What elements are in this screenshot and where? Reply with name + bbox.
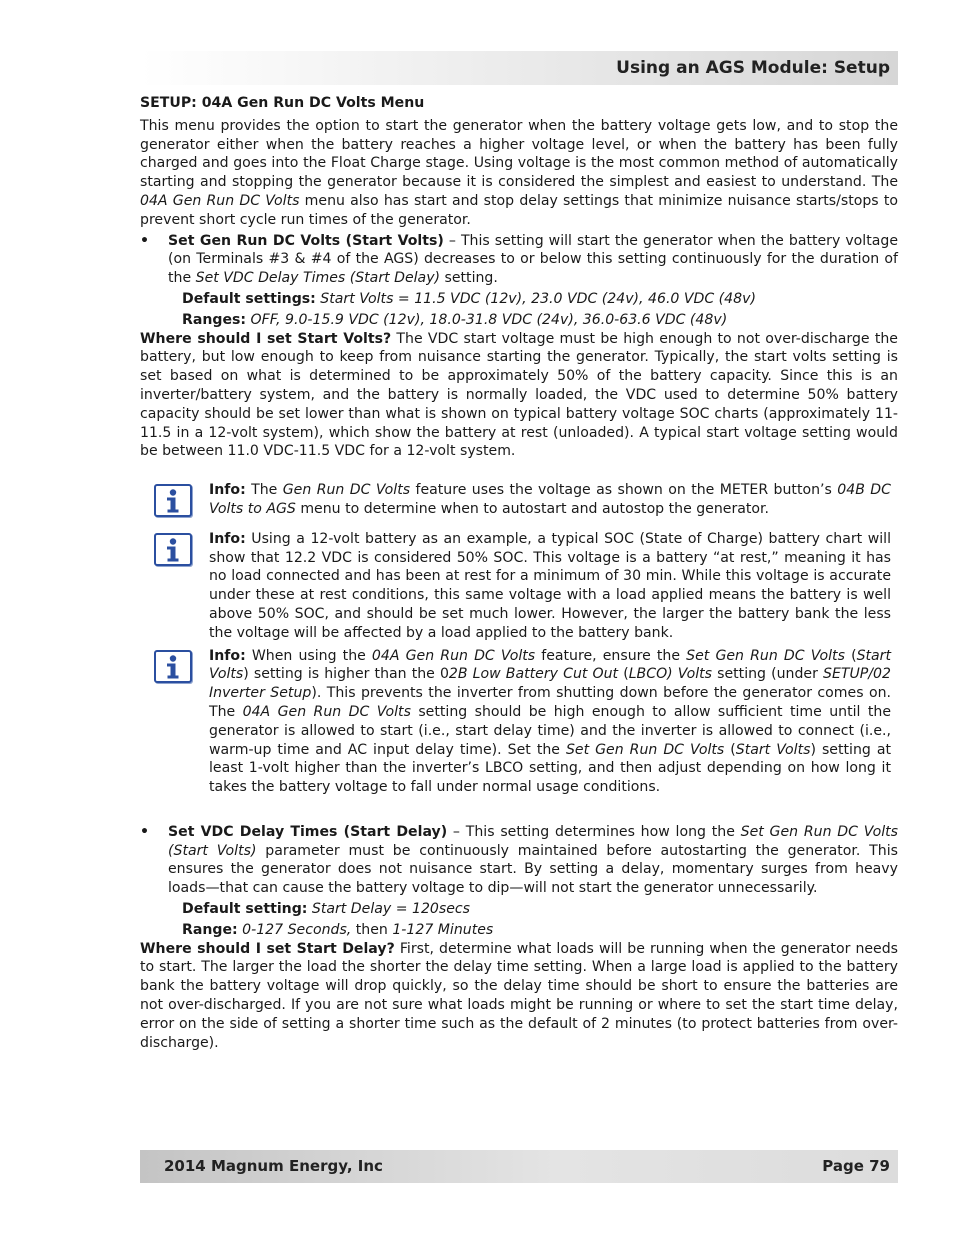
default-value: Start Delay = 120secs [307,901,471,918]
bullet-ref: Set Gen Run DC Volts (Start Volts) [168,823,898,859]
info-ref: Set Gen Run DC Volts [686,647,845,664]
info-note-3 [140,647,891,797]
page-content [140,94,898,1052]
bullet-marker: • [140,232,150,249]
info-text: Using a 12-volt battery as an example, a typical SOC (State of Charge) battery chart will show that 12.2 VDC is considered 50% SOC. This voltage is a battery “at rest,” meaning it has no load connected and has been at rest for a minimum of 30 min. While this voltage is accurate under these at rest conditions, this same voltage with a load applied means the battery is well above 50% SOC, and should be set much lower. However, the larger the battery bank the less the voltage will be affected by a load applied to the battery bank. [209,530,891,641]
info-text: ( [618,666,629,683]
bullet-title: Set Gen Run DC Volts (Start Volts) [168,232,444,249]
info-text: setting should be high enough to allow sufficient time until the generator is allowed to start (i.e., start delay time) and the inverter is allowed to connect (i.e., warm-up time and AC input delay time). Set the [209,703,892,758]
default-label: Default setting: [182,901,308,918]
bullet-text-2: setting. [440,270,498,287]
range-value: OFF, 9.0-15.9 VDC (12v), 18.0-31.8 VDC (24v), 36.0-63.6 VDC (48v) [246,311,728,328]
default-value: Start Volts = 11.5 VDC (12v), 23.0 VDC (24v), 46.0 VDC (48v) [315,290,756,307]
info-icon [154,533,192,566]
where-answer: The VDC start voltage must be high enough to not over-discharge the battery, but low enough to keep from nuisance starting the generator. Typically, the start volts setting is set based on what is determined to be approximately 50% of the battery capacity. Since this is an inverter/battery system, and the battery is normally loaded, the VDC used to determine 50% battery capacity should be set lower than what is shown on typical battery voltage SOC charts (approximately 11-11.5 in a 12-volt system), which show the battery at rest (unloaded). A typical start voltage setting would be between 11.0 VDC-11.5 VDC for a 12-volt system. [140,330,898,460]
info-text: menu to determine when to autostart and autostop the generator. [295,500,770,517]
bullet-text-2: parameter must be continuously maintained before autostarting the generator. This ensures the generator does not nuisance start. By setting a delay, momentary surges from heavy loads—that can cause the battery voltage to dip—will not start the generator unnecessarily. [168,842,898,897]
info-ref: Start Volts [735,741,811,758]
info-ref: 04B DC Volts to AGS [209,482,891,517]
info-icon [154,650,192,683]
info-text: setting (under [712,666,824,683]
info-ref: Start Volts [209,647,892,683]
where-start-volts-paragraph [140,330,898,462]
range-text: then [351,921,393,938]
info-ref: SETUP/02 Inverter Setup [209,666,891,702]
bullet-start-delay [140,823,898,898]
bullet-ref: Set VDC Delay Times (Start Delay) [195,270,441,287]
range-line [140,921,898,940]
page-header [140,51,898,85]
range-value-2: 1-127 Minutes [392,921,494,938]
intro-text-2: menu also has start and stop delay settings that minimize nuisance starts/stops to prevent short cycle run times of the generator. [140,192,899,228]
info-ref: Set Gen Run DC Volts [565,741,725,758]
info-text: feature, ensure the [535,647,687,664]
info-ref: 04A Gen Run DC Volts [242,703,411,720]
default-setting-line [140,900,898,919]
intro-paragraph [140,117,898,230]
where-answer: First, determine what loads will be running when the generator needs to start. The larger the load the shorter the delay time setting. When a large load is applied to the battery bank the battery voltage will drop quickly, so the delay time should be short to ensure the batteries are not over-discharged. If you are not sure what loads might be running or where to set the start time delay, error on the side of setting a shorter time such as the default of 2 minutes (to protect batteries from over-discharge). [140,940,899,1051]
info-ref: 2B Low Battery Cut Out [448,666,619,683]
bullet-marker: • [140,823,150,840]
footer-copyright: 2014 Magnum Energy, Inc [164,1157,383,1175]
info-text: feature uses the voltage as shown on the METER button’s [410,482,838,499]
page-header-title: Using an AGS Module: Setup [616,58,890,78]
intro-text: This menu provides the option to start the generator when the battery voltage gets low, and to stop the generator either when the battery reaches a higher voltage level, or when the battery has been fully charged and goes into the Float Charge stage. Using voltage is the most common method of automatically starting and stopping the generator because it is considered the simplest and easiest to understand. The [140,117,898,191]
range-value: 0-127 Seconds, [237,921,352,938]
info-ref: LBCO) Volts [628,666,713,683]
info-note-1 [140,481,891,519]
section-title: SETUP: 04A Gen Run DC Volts Menu [140,95,425,111]
info-text: ). This prevents the inverter from shutting down before the generator comes on. The [209,685,892,720]
info-text: ( [724,741,736,758]
info-text: ) setting at least 1-volt higher than the inverter’s LBCO setting, and then adjust depending on how long it takes the battery voltage to fall under normal usage conditions. [209,741,891,796]
info-text: ( [844,647,857,664]
info-label: Info: [209,482,246,499]
info-text: The [245,482,283,499]
info-text: When using the [245,647,372,664]
bullet-start-volts [140,232,898,288]
where-start-delay-paragraph [140,940,898,1053]
info-label: Info: [209,647,246,664]
default-settings-line [140,290,898,309]
page-footer [140,1150,898,1183]
default-label: Default settings: [182,290,316,307]
ranges-line [140,311,898,330]
bullet-title: Set VDC Delay Times (Start Delay) [168,823,448,840]
bullet-text: – This setting determines how long the [447,823,741,840]
info-icon [154,484,192,517]
bullet-text: – This setting will start the generator when the battery voltage (on Terminals #3 & #4 of the AGS) decreases to or below this setting continuously for the duration of the [168,232,899,287]
range-label: Range: [182,921,238,938]
range-label: Ranges: [182,311,247,328]
where-question: Where should I set Start Volts? [140,330,392,347]
info-text: ) setting is higher than the 0 [243,666,449,683]
page-number: Page 79 [822,1157,890,1175]
info-ref: 04A Gen Run DC Volts [371,647,536,664]
where-question: Where should I set Start Delay? [140,940,395,957]
info-ref: Gen Run DC Volts [282,482,411,499]
intro-menu-ref: 04A Gen Run DC Volts [140,192,300,209]
info-label: Info: [209,530,246,547]
info-note-2 [140,530,891,643]
